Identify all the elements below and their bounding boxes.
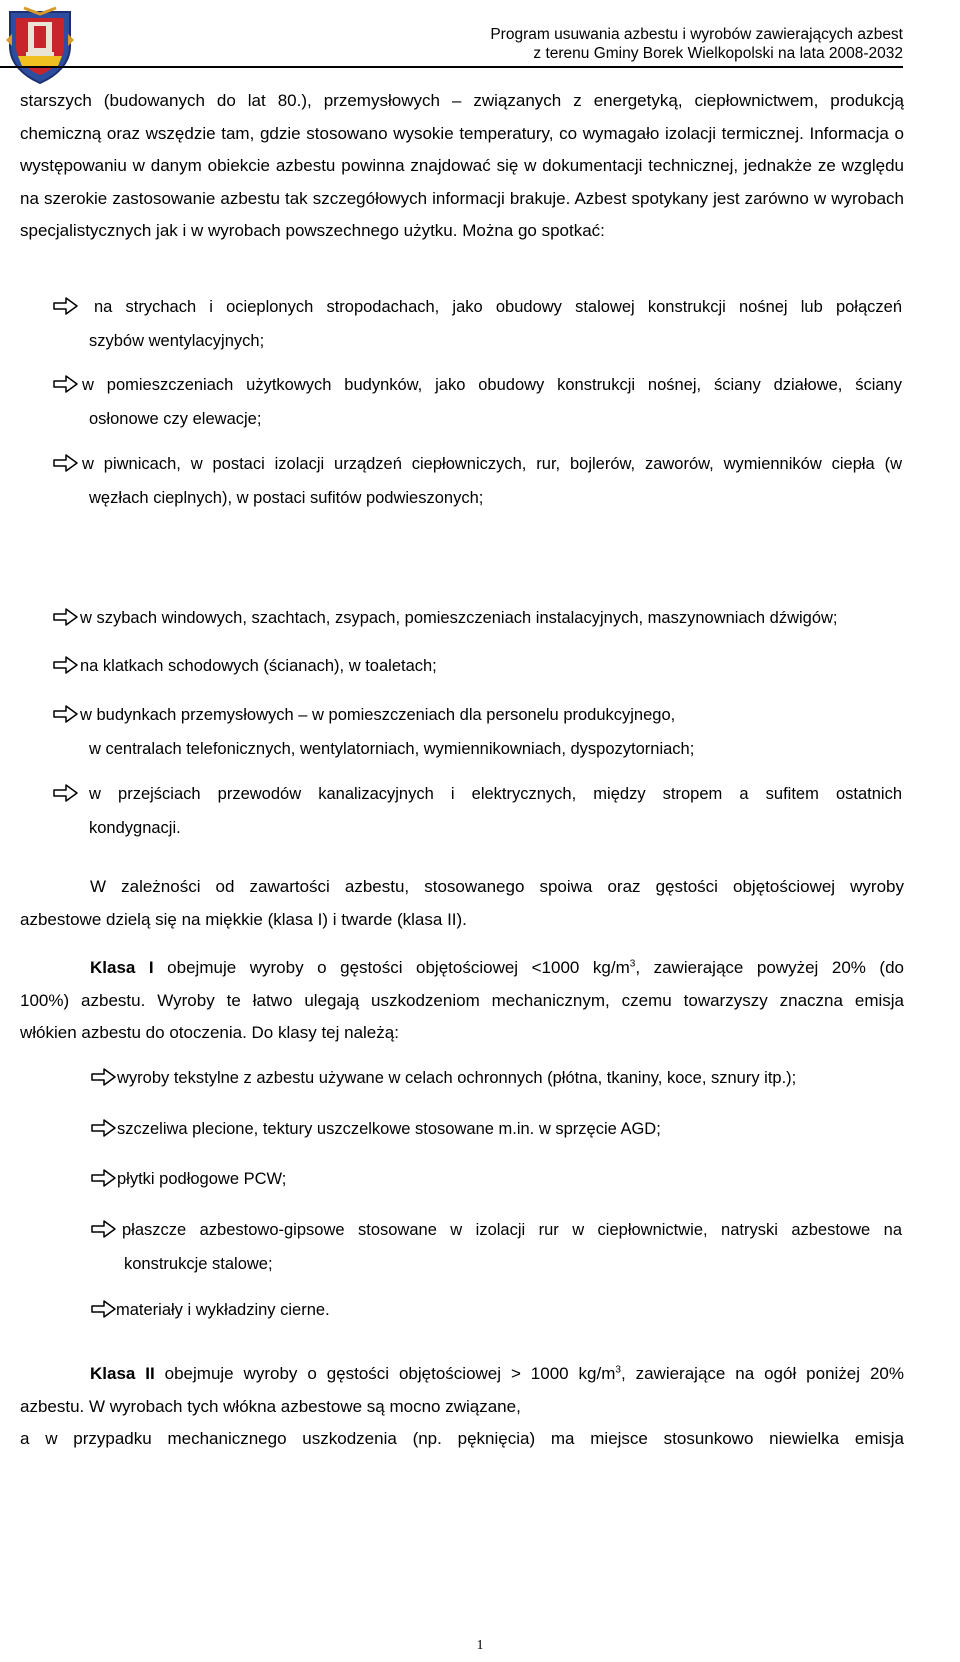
list-item-line-1: wyroby tekstylne z azbestu używane w celach ochronnych (płótna, tkaniny, koce, sznury itp.); — [117, 1069, 797, 1087]
class-2-line-1 — [20, 1358, 904, 1391]
arrow-bullet-icon — [90, 1118, 118, 1138]
class-1-text-a: obejmuje wyroby o gęstości objętościowej <1000 kg/m — [153, 958, 630, 977]
classes-intro-line-2: azbestowe dzielą się na miękkie (klasa I) i twarde (klasa II). — [20, 909, 467, 929]
class-2-superscript: 3 — [615, 1364, 621, 1376]
class-2-text-b: , zawierające na ogół poniżej 20% — [620, 1364, 904, 1383]
class-2-line-3: a w przypadku mechanicznego uszkodzenia (np. pęknięcia) ma miejsce stosunkowo niewielka emisja — [20, 1429, 904, 1448]
class-1-superscript: 3 — [629, 958, 636, 970]
list-item-line-1: płaszcze azbestowo-gipsowe stosowane w izolacji rur w ciepłownictwie, natryski azbestowe na — [122, 1221, 902, 1239]
arrow-bullet-icon — [90, 1168, 118, 1188]
class-1-line-1 — [20, 952, 904, 985]
list-item-line-2: szybów wentylacyjnych; — [89, 332, 265, 350]
header-title-line-1: Program usuwania azbestu i wyrobów zawierających azbest — [490, 26, 903, 43]
arrow-bullet-icon — [52, 607, 80, 627]
arrow-bullet-icon — [52, 704, 80, 724]
list-item-line-1: materiały i wykładziny cierne. — [116, 1301, 330, 1319]
list-item-line-1: na strychach i ocieplonych stropodachach, jako obudowy stalowej konstrukcji nośnej lub połączeń — [94, 298, 902, 316]
class-1-paragraph — [20, 952, 904, 1050]
classes-intro-paragraph — [20, 871, 904, 936]
list-item-line-1: w budynkach przemysłowych – w pomieszczeniach dla personelu produkcyjnego, — [80, 706, 676, 724]
arrow-bullet-icon — [52, 655, 80, 675]
list-item-line-1: w przejściach przewodów kanalizacyjnych i elektrycznych, między stropem a sufitem ostatnich — [89, 785, 902, 803]
list-item-line-2: kondygnacji. — [89, 819, 181, 837]
class-1-line-2: 100%) azbestu. Wyroby te łatwo ulegają uszkodzeniom mechanicznym, czemu towarzyszy znaczna emisja — [20, 990, 904, 1010]
class-2-label: Klasa II — [90, 1364, 155, 1383]
list-item-line-1: szczeliwa plecione, tektury uszczelkowe stosowane m.in. w sprzęcie AGD; — [117, 1120, 661, 1138]
header-rule — [0, 66, 903, 68]
list-item-line-2: węzłach cieplnych), w postaci sufitów podwieszonych; — [89, 489, 484, 507]
class-2-line-2: azbestu. W wyrobach tych włókna azbestowe są mocno związane, — [20, 1396, 521, 1416]
list-item-line-2: osłonowe czy elewacje; — [89, 410, 262, 428]
classes-intro-line-1: W zależności od zawartości azbestu, stosowanego spoiwa oraz gęstości objętościowej wyroby — [90, 877, 904, 896]
arrow-bullet-icon — [52, 783, 80, 803]
class-1-text-b: , zawierające powyżej 20% (do — [635, 958, 905, 977]
header-title — [490, 25, 903, 63]
arrow-bullet-icon — [90, 1219, 118, 1239]
list-item-line-2: konstrukcje stalowe; — [124, 1255, 273, 1273]
intro-paragraph: starszych (budowanych do lat 80.), przemysłowych – związanych z energetyką, ciepłownictwem, produkcją chemiczną oraz wszędzie tam, gdzie stosowano wysokie temperatury, co wymagało izolacji termicznej. Informacja o występowaniu w danym obiekcie azbestu powinna znajdować się w dokumentacji technicznej, jednakże ze względu na szerokie zastosowanie azbestu tak szczegółowych informacji brakuje. Azbest spotykany jest zarówno w wyrobach specjalistycznych jak i w wyrobach powszechnego użytku. Można go spotkać: — [20, 91, 904, 240]
class-1-label: Klasa I — [90, 958, 154, 977]
list-item-line-1: w szybach windowych, szachtach, zsypach, pomieszczeniach instalacyjnych, maszynowniach dźwigów; — [80, 609, 838, 627]
class-1-line-3: włókien azbestu do otoczenia. Do klasy tej należą: — [20, 1023, 399, 1042]
list-item-line-1: w piwnicach, w postaci izolacji urządzeń ciepłowniczych, rur, bojlerów, zaworów, wymienników ciepła (w — [82, 455, 902, 473]
arrow-bullet-icon — [52, 453, 80, 473]
list-item-line-1: płytki podłogowe PCW; — [117, 1170, 287, 1188]
list-item-line-1: w pomieszczeniach użytkowych budynków, jako obudowy konstrukcji nośnej, ściany działowe, ściany — [82, 376, 902, 394]
header-title-line-2: z terenu Gminy Borek Wielkopolski na lata 2008-2032 — [533, 45, 903, 62]
arrow-bullet-icon — [52, 374, 80, 394]
list-item-line-2: w centralach telefonicznych, wentylatorniach, wymiennikowniach, dyspozytorniach; — [89, 740, 695, 758]
municipality-crest-icon — [4, 6, 76, 86]
arrow-bullet-icon — [52, 296, 80, 316]
page-number: 1 — [476, 1638, 484, 1653]
arrow-bullet-icon — [90, 1067, 118, 1087]
list-item-line-1: na klatkach schodowych (ścianach), w toaletach; — [80, 657, 437, 675]
class-2-paragraph — [20, 1358, 904, 1456]
arrow-bullet-icon — [90, 1299, 118, 1319]
class-2-text-a: obejmuje wyroby o gęstości objętościowej > 1000 kg/m — [154, 1364, 616, 1383]
